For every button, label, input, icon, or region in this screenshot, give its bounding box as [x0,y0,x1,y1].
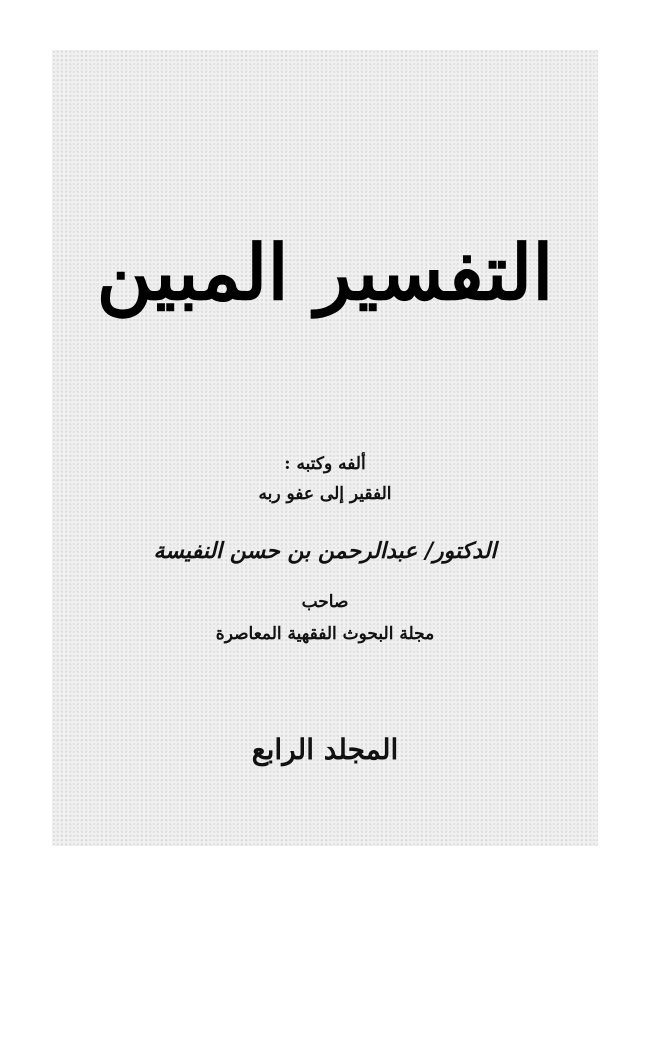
author-name: الدكتور/ عبدالرحمن بن حسن النفيسة [153,538,497,564]
volume-label: المجلد الرابع [251,733,399,766]
cover-content [52,50,598,846]
journal-name: مجلة البحوث الفقهية المعاصرة [215,624,435,644]
book-title: التفسير المبين [96,228,554,317]
owner-label: صاحب [301,592,349,612]
author-epithet: الفقير إلى عفو ربه [258,484,392,504]
authored-by-label: ألفه وكتبه : [284,454,366,474]
cover-page [52,50,598,846]
